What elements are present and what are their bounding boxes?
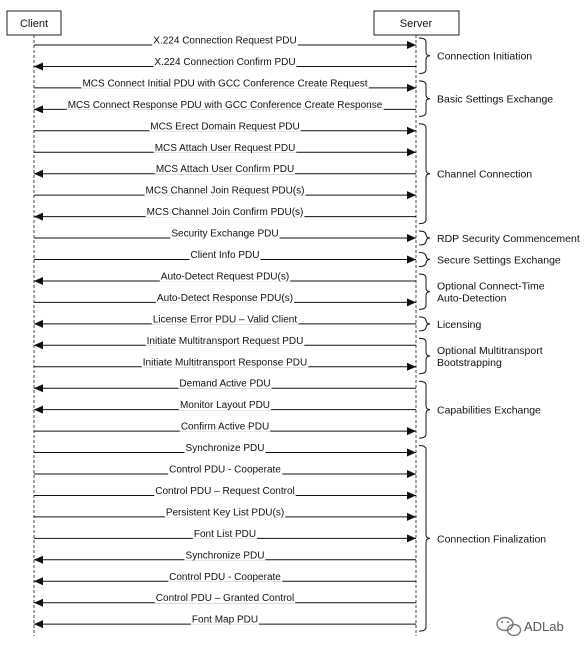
- phase-brace: [419, 317, 430, 331]
- arrowhead: [34, 105, 43, 113]
- phase-label: Capabilities Exchange: [437, 404, 541, 417]
- arrowhead: [34, 620, 43, 628]
- message-label: MCS Channel Join Request PDU(s): [145, 185, 305, 197]
- phases-group: [419, 38, 580, 631]
- arrowhead: [407, 298, 416, 306]
- message-arrow: [34, 314, 416, 328]
- phase-label: Bootstrapping: [437, 357, 502, 370]
- arrowhead: [34, 384, 43, 392]
- phase-label: Secure Settings Exchange: [437, 254, 561, 267]
- message-label: MCS Channel Join Confirm PDU(s): [146, 207, 304, 219]
- message-label: Client Info PDU: [190, 250, 260, 261]
- message-arrow: [34, 78, 416, 92]
- message-label: X.224 Connection Confirm PDU: [154, 56, 296, 68]
- message-arrow: [34, 229, 416, 243]
- message-arrow: [34, 186, 416, 200]
- message-arrow: [34, 36, 416, 50]
- message-arrow: [34, 271, 416, 285]
- message-arrow: [34, 615, 416, 629]
- message-arrow: [34, 593, 416, 607]
- message-label: MCS Erect Domain Request PDU: [150, 121, 300, 133]
- message-arrow: [34, 250, 416, 264]
- arrowhead: [34, 277, 43, 285]
- message-label: MCS Connect Initial PDU with GCC Conference Create Request: [82, 78, 368, 90]
- arrowhead: [407, 363, 416, 371]
- arrowhead: [407, 127, 416, 135]
- arrowhead: [407, 148, 416, 156]
- phase-brace: [419, 253, 430, 267]
- message-arrow: [34, 100, 416, 114]
- arrowhead: [34, 577, 43, 585]
- message-arrow: [34, 121, 416, 135]
- phase-label: Licensing: [437, 318, 482, 331]
- message-label: Auto-Detect Request PDU(s): [160, 271, 290, 283]
- phase-brace: [419, 446, 430, 632]
- message-arrow: [34, 293, 416, 307]
- message-label: Initiate Multitransport Response PDU: [142, 357, 308, 369]
- arrowhead: [34, 406, 43, 414]
- message-arrow: [34, 572, 416, 586]
- phase-group: [419, 231, 580, 245]
- phase-label: Optional Multitransport: [437, 345, 543, 358]
- phase-brace: [419, 38, 430, 73]
- phase-group: [419, 253, 561, 267]
- phase-brace: [419, 381, 430, 438]
- phase-brace: [419, 81, 430, 116]
- message-label: Control PDU - Cooperate: [169, 464, 281, 476]
- arrowhead: [407, 234, 416, 242]
- message-label: Security Exchange PDU: [171, 228, 279, 240]
- message-arrow: [34, 164, 416, 178]
- message-label: Monitor Layout PDU: [179, 400, 271, 412]
- message-arrow: [34, 57, 416, 71]
- message-label: Initiate Multitransport Request PDU: [146, 335, 304, 347]
- message-arrow: [34, 422, 416, 436]
- arrowhead: [407, 534, 416, 542]
- arrowhead: [407, 191, 416, 199]
- arrowhead: [34, 170, 43, 178]
- phase-label: Channel Connection: [437, 168, 533, 181]
- phase-brace: [419, 338, 430, 373]
- message-label: Synchronize PDU: [185, 550, 265, 562]
- watermark-text: ADLab: [524, 619, 564, 634]
- arrowhead: [34, 556, 43, 564]
- phase-label: RDP Security Commencement: [437, 233, 580, 246]
- arrowhead: [407, 491, 416, 499]
- phase-group: [419, 317, 482, 331]
- arrowhead: [34, 213, 43, 221]
- wechat-icon: [497, 618, 521, 636]
- phase-group: [419, 381, 541, 438]
- arrowhead: [34, 599, 43, 607]
- message-label: MCS Attach User Request PDU: [154, 142, 296, 154]
- message-arrow: [34, 550, 416, 564]
- phase-label: Connection Finalization: [437, 533, 547, 546]
- message-label: Font Map PDU: [191, 614, 259, 626]
- phase-brace: [419, 124, 430, 224]
- server-actor: [374, 11, 459, 35]
- message-label: Font List PDU: [193, 528, 257, 540]
- message-arrow: [34, 507, 416, 521]
- message-arrow: [34, 400, 416, 414]
- phase-group: [419, 274, 545, 309]
- message-label: License Error PDU – Valid Client: [152, 314, 298, 326]
- phase-label: Basic Settings Exchange: [437, 93, 554, 106]
- watermark: [497, 618, 564, 636]
- arrowhead: [407, 449, 416, 457]
- arrowhead: [34, 62, 43, 70]
- phase-group: [419, 338, 543, 373]
- phase-group: [419, 81, 553, 116]
- message-label: Control PDU – Granted Control: [155, 593, 295, 605]
- phase-brace: [419, 274, 430, 309]
- message-arrow: [34, 143, 416, 157]
- message-label: Confirm Active PDU: [180, 421, 270, 433]
- message-label: MCS Attach User Confirm PDU: [155, 164, 295, 176]
- message-arrow: [34, 465, 416, 479]
- message-label: Control PDU - Cooperate: [169, 571, 281, 583]
- message-arrow: [34, 443, 416, 457]
- arrowhead: [407, 427, 416, 435]
- arrowhead: [407, 41, 416, 49]
- message-label: Auto-Detect Response PDU(s): [156, 292, 294, 304]
- arrowhead: [407, 256, 416, 264]
- arrowhead: [34, 320, 43, 328]
- messages-group: [34, 36, 416, 629]
- arrowhead: [34, 341, 43, 349]
- phase-brace: [419, 231, 430, 245]
- client-label: Client: [19, 18, 49, 30]
- phase-group: [419, 124, 532, 224]
- server-label: Server: [399, 18, 433, 30]
- message-arrow: [34, 379, 416, 393]
- message-label: Control PDU – Request Control: [155, 485, 295, 497]
- phase-label: Auto-Detection: [437, 292, 507, 305]
- client-actor: [7, 11, 61, 35]
- message-label: Synchronize PDU: [185, 443, 265, 455]
- message-label: Demand Active PDU: [179, 378, 271, 390]
- phase-group: [419, 446, 546, 632]
- message-arrow: [34, 486, 416, 500]
- phase-label: Connection Initiation: [437, 50, 533, 63]
- phase-label: Optional Connect-Time: [437, 280, 545, 293]
- phase-group: [419, 38, 532, 73]
- message-arrow: [34, 529, 416, 543]
- message-label: Persistent Key List PDU(s): [165, 507, 285, 519]
- message-arrow: [34, 357, 416, 371]
- message-arrow: [34, 336, 416, 350]
- message-arrow: [34, 207, 416, 221]
- arrowhead: [407, 470, 416, 478]
- message-label: MCS Connect Response PDU with GCC Conference Create Response: [67, 99, 383, 111]
- arrowhead: [407, 84, 416, 92]
- message-label: X.224 Connection Request PDU: [153, 35, 297, 47]
- arrowhead: [407, 513, 416, 521]
